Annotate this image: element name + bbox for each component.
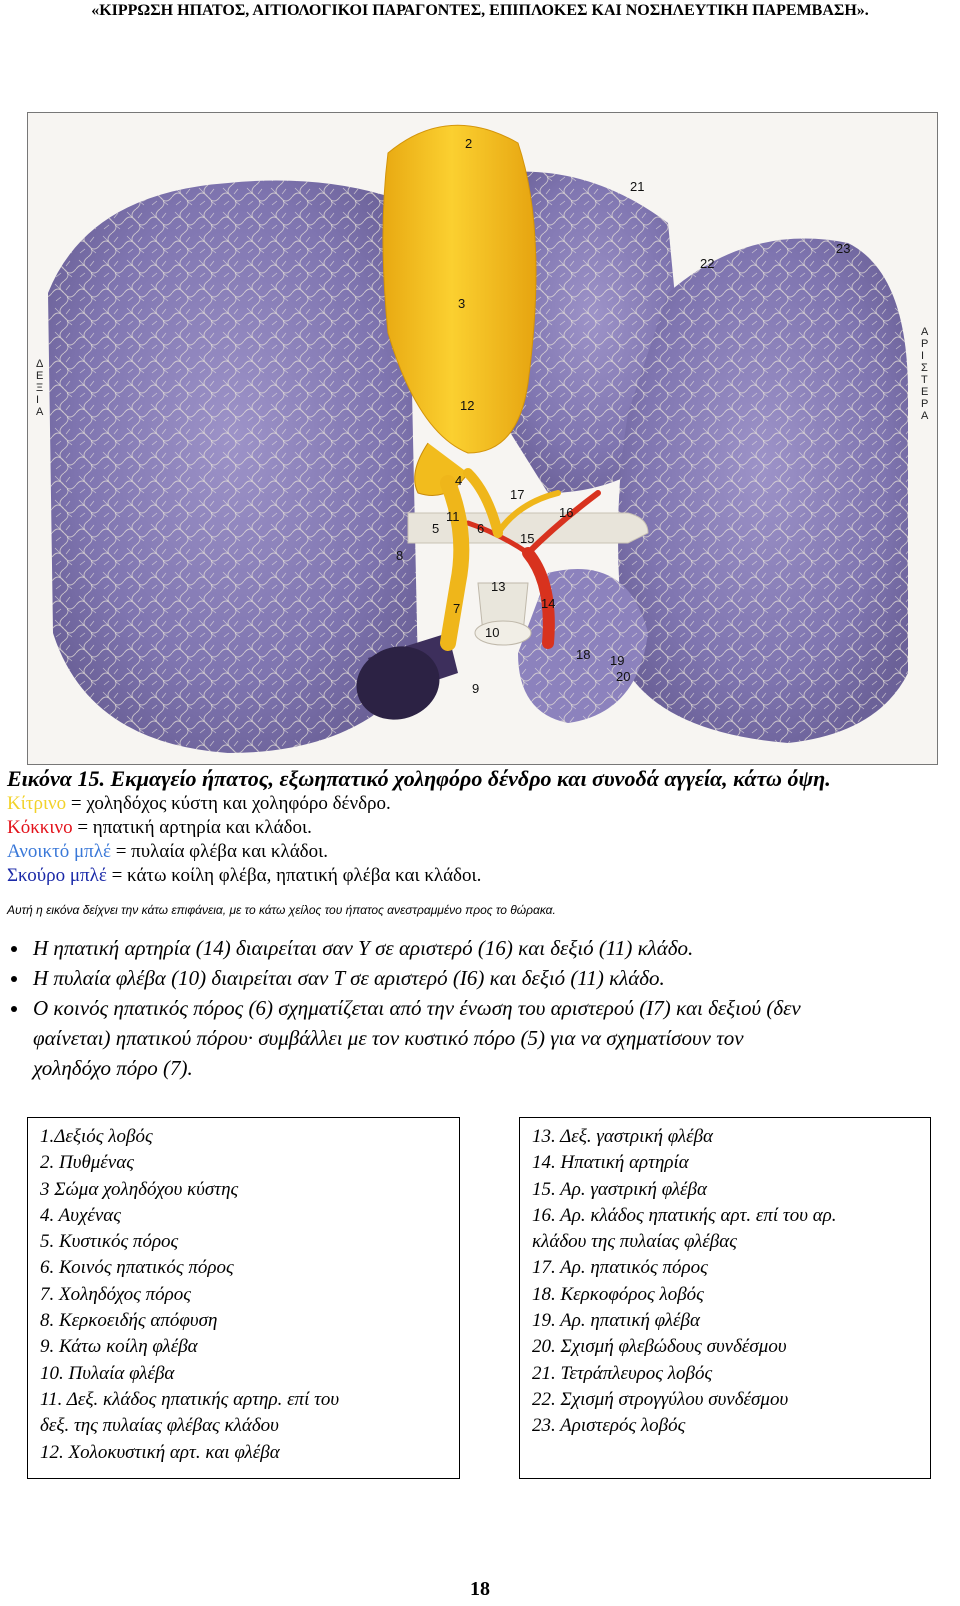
caption-line-text: = κάτω κοίλη φλέβα, ηπατική φλέβα και κλάδοι. [106, 865, 482, 886]
figure-label-12: 12 [460, 398, 475, 413]
liver-cast-figure [27, 112, 938, 765]
legend-item: 13. Δεξ. γαστρική φλέβα [532, 1126, 714, 1147]
legend-item: 7. Χοληδόχος πόρος [40, 1283, 191, 1305]
legend-item: 8. Κερκοειδής απόφυση [40, 1310, 218, 1332]
figure-label-16: 16 [559, 505, 574, 520]
legend-item: κλάδου της πυλαίας φλέβας [532, 1231, 737, 1253]
bullet-text: Η πυλαία φλέβα (10) διαιρείται σαν Τ σε αριστερό (Ι6) και δεξιό (11) κλάδο. [33, 966, 665, 990]
figure-label-18: 18 [576, 647, 591, 662]
legend-item: 20. Σχισμή φλεβώδους συνδέσμου [532, 1336, 787, 1358]
caption-line-red [7, 816, 312, 840]
figure-label-13: 13 [491, 579, 506, 594]
bullet-text: Ο κοινός ηπατικός πόρος (6) σχηματίζεται από την ένωση του αριστερού (Ι7) και δεξιού (δεν [33, 996, 801, 1020]
legend-item: 18. Κερκοφόρος λοβός [532, 1283, 704, 1305]
side-letter-right: Α [921, 410, 929, 422]
legend-item: 11. Δεξ. κλάδος ηπατικής αρτηρ. επί του [40, 1388, 340, 1410]
legend-item: 3 Σώμα χοληδόχου κύστης [40, 1178, 239, 1200]
figure-label-2: 2 [465, 136, 473, 151]
bullet-dot-icon [11, 976, 17, 982]
side-label-left [36, 358, 44, 418]
legend-item: 1.Δεξιός λοβός [40, 1126, 153, 1147]
figure-label-3: 3 [458, 296, 466, 311]
figure-label-19: 19 [610, 653, 625, 668]
caption-line-text: = πυλαία φλέβα και κλάδοι. [110, 841, 328, 862]
figure-label-4: 4 [455, 473, 463, 488]
side-letter-left: Ε [36, 370, 44, 382]
legend-item: 6. Κοινός ηπατικός πόρος [40, 1257, 234, 1279]
page-number: 18 [470, 1578, 490, 1600]
figure-label-21: 21 [630, 179, 645, 194]
side-letter-right: Ρ [921, 398, 929, 410]
figure-label-5: 5 [432, 521, 440, 536]
legend-item: 12. Χολοκυστική αρτ. και φλέβα [40, 1441, 280, 1463]
caption-note: Αυτή η εικόνα δείχνει την κάτω επιφάνεια, με το κάτω χείλος του ήπατος ανεστραμμένο προς το θώρακα. [7, 903, 556, 917]
caption-color-word: Σκούρο μπλέ [7, 865, 107, 886]
side-letter-right: Ρ [921, 338, 929, 350]
legend-item: 17. Αρ. ηπατικός πόρος [532, 1257, 708, 1279]
legend-item: 14. Ηπατική αρτηρία [532, 1152, 689, 1174]
running-header: «ΚΙΡΡΩΣΗ ΗΠΑΤΟΣ, ΑΙΤΙΟΛΟΓΙΚΟΙ ΠΑΡΑΓΟΝΤΕΣ, ΕΠΙΠΛΟΚΕΣ ΚΑΙ ΝΟΣΗΛΕΥΤΙΚΗ ΠΑΡΕΜΒΑΣΗ». [91, 2, 869, 19]
figure-label-22: 22 [700, 256, 715, 271]
bullet-item [7, 993, 957, 1083]
bullet-dot-icon [11, 946, 17, 952]
caption-color-word: Κόκκινο [7, 817, 73, 838]
legend-item: 15. Αρ. γαστρική φλέβα [532, 1178, 707, 1200]
side-letter-left: Ξ [36, 382, 44, 394]
liver-left-lobe [618, 239, 908, 743]
figure-label-11: 11 [446, 509, 460, 524]
caption-line-dark-blue [7, 864, 481, 888]
figure-label-17: 17 [510, 487, 525, 502]
figure-label-10: 10 [485, 625, 500, 640]
caption-color-word: Κίτρινο [7, 793, 67, 814]
caption-line-yellow [7, 792, 391, 816]
caption-line-light-blue [7, 840, 328, 864]
figure-label-8: 8 [396, 548, 404, 563]
legend-item: 16. Αρ. κλάδος ηπατικής αρτ. επί του αρ. [532, 1204, 837, 1226]
side-letter-left: Α [36, 406, 44, 418]
figure-label-9: 9 [472, 681, 480, 696]
legend-item: δεξ. της πυλαίας φλέβας κλάδου [40, 1415, 279, 1437]
caption-line-text: = χοληδόχος κύστη και χοληφόρο δένδρο. [66, 793, 391, 814]
caption-color-word: Ανοικτό μπλέ [7, 841, 111, 862]
legend-item: 21. Τετράπλευρος λοβός [532, 1362, 713, 1384]
side-letter-left: Δ [36, 358, 44, 370]
bullet-item [7, 963, 957, 993]
legend-item: 23. Αριστερός λοβός [532, 1415, 686, 1437]
legend-item: 2. Πυθμένας [40, 1152, 134, 1174]
legend-box-right [519, 1117, 931, 1479]
legend-item: 10. Πυλαία φλέβα [40, 1362, 175, 1384]
legend-item: 22. Σχισμή στρογγύλου συνδέσμου [532, 1388, 789, 1410]
bullet-dot-icon [11, 1006, 17, 1012]
caption-line-text: = ηπατική αρτηρία και κλάδοι. [72, 817, 312, 838]
side-letter-left: Ι [36, 394, 40, 406]
side-letter-right: Σ [921, 362, 928, 374]
legend-box-left [27, 1117, 460, 1479]
side-letter-right: Ι [921, 350, 925, 362]
figure-label-20: 20 [616, 669, 631, 684]
bullet-text: φαίνεται) ηπατικού πόρου· συμβάλλει με τον κυστικό πόρο (5) για να σχηματίσουν τον [33, 1026, 744, 1050]
side-letter-right: Α [921, 326, 929, 338]
legend-item: 9. Κάτω κοίλη φλέβα [40, 1336, 198, 1358]
legend-item: 4. Αυχένας [40, 1204, 121, 1226]
figure-label-15: 15 [520, 531, 535, 546]
bullet-text: χοληδόχο πόρο (7). [33, 1056, 193, 1080]
figure-label-14: 14 [541, 596, 556, 611]
side-letter-right: Τ [921, 374, 928, 386]
side-letter-right: Ε [921, 386, 929, 398]
figure-label-7: 7 [453, 601, 461, 616]
figure-caption-title: Εικόνα 15. Εκμαγείο ήπατος, εξωηπατικό χοληφόρο δένδρο και συνοδά αγγεία, κάτω όψη. [7, 766, 831, 791]
bullet-item [7, 933, 957, 963]
bullet-text: Η ηπατική αρτηρία (14) διαιρείται σαν Υ σε αριστερό (16) και δεξιό (11) κλάδο. [33, 936, 694, 960]
legend-item: 19. Αρ. ηπατική φλέβα [532, 1310, 700, 1332]
liver-cast-illustration [28, 113, 937, 764]
figure-label-23: 23 [836, 241, 851, 256]
bullet-list [7, 933, 957, 1083]
legend-item: 5. Κυστικός πόρος [40, 1231, 179, 1253]
figure-label-6: 6 [477, 521, 485, 536]
